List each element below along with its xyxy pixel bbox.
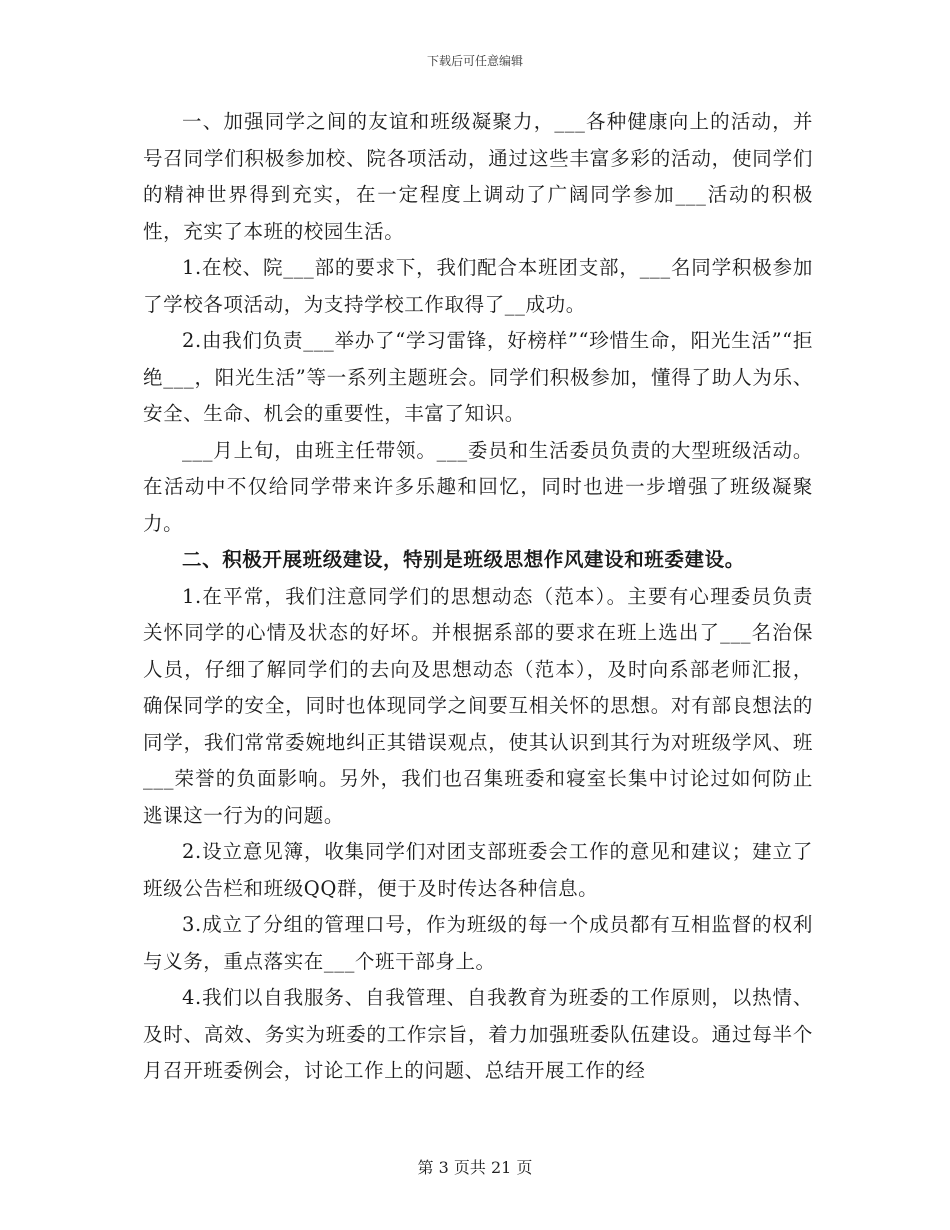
paragraph-item-1-thought: 1.在平常，我们注意同学们的思想动态（范本）。主要有心理委员负责关怀同学的心情及状态的好坏。并根据系部的要求在班上选出了___名治保人员，仔细了解同学们的去向及思想动态（范本），及时向系部老师汇报，确保同学的安全，同时也体现同学之间要互相关怀的思想。对有部良想法的同学，我们常常委婉地纠正其错误观点，使其认识到其行为对班级学风、班___荣誉的负面影响。另外，我们也召集班委和寝室长集中讨论过如何防止逃课这一行为的问题。 — [143, 584, 813, 827]
paragraph-section-one: 一、加强同学之间的友谊和班级凝聚力，___各种健康向上的活动，并号召同学们积极参加校、院各项活动，通过这些丰富多彩的活动，使同学们的精神世界得到充实，在一定程度上调动了广阔同学参加___活动的积极性，充实了本班的校园生活。 — [143, 110, 813, 243]
section-two-heading: 二、积极开展班级建设，特别是班级思想作风建设和班委建设。 — [182, 548, 745, 571]
paragraph-activity: ___月上旬，由班主任带领。___委员和生活委员负责的大型班级活动。在活动中不仅给同学带来许多乐趣和回忆，同时也进一步增强了班级凝聚力。 — [143, 438, 813, 535]
page-header: 下载后可任意编辑 — [426, 54, 523, 68]
paragraph-item-2: 2.由我们负责___举办了“学习雷锋，好榜样”“珍惜生命，阳光生活”“拒绝___，阳光生活”等一系列主题班会。同学们积极参加，懂得了助人为乐、安全、生命、机会的重要性，丰富了知识。 — [143, 329, 813, 425]
paragraph-item-4-principles: 4.我们以自我服务、自我管理、自我教育为班委的工作原则，以热情、及时、高效、务实为班委的工作宗旨，着力加强班委队伍建设。通过每半个月召开班委例会，讨论工作上的问题、总结开展工作的经 — [143, 986, 813, 1082]
paragraph-item-1: 1.在校、院___部的要求下，我们配合本班团支部，___名同学积极参加了学校各项活动，为支持学校工作取得了__成功。 — [143, 256, 813, 316]
paragraph-item-3-management: 3.成立了分组的管理口号，作为班级的每一个成员都有互相监督的权利与义务，重点落实在___个班干部身上。 — [143, 913, 813, 973]
paragraph-item-2-suggestions: 2.设立意见簿，收集同学们对团支部班委会工作的意见和建议；建立了班级公告栏和班级QQ群，便于及时传达各种信息。 — [143, 840, 813, 900]
document-body — [143, 104, 813, 1090]
page-footer: 第 3 页共 21 页 — [417, 1158, 533, 1177]
